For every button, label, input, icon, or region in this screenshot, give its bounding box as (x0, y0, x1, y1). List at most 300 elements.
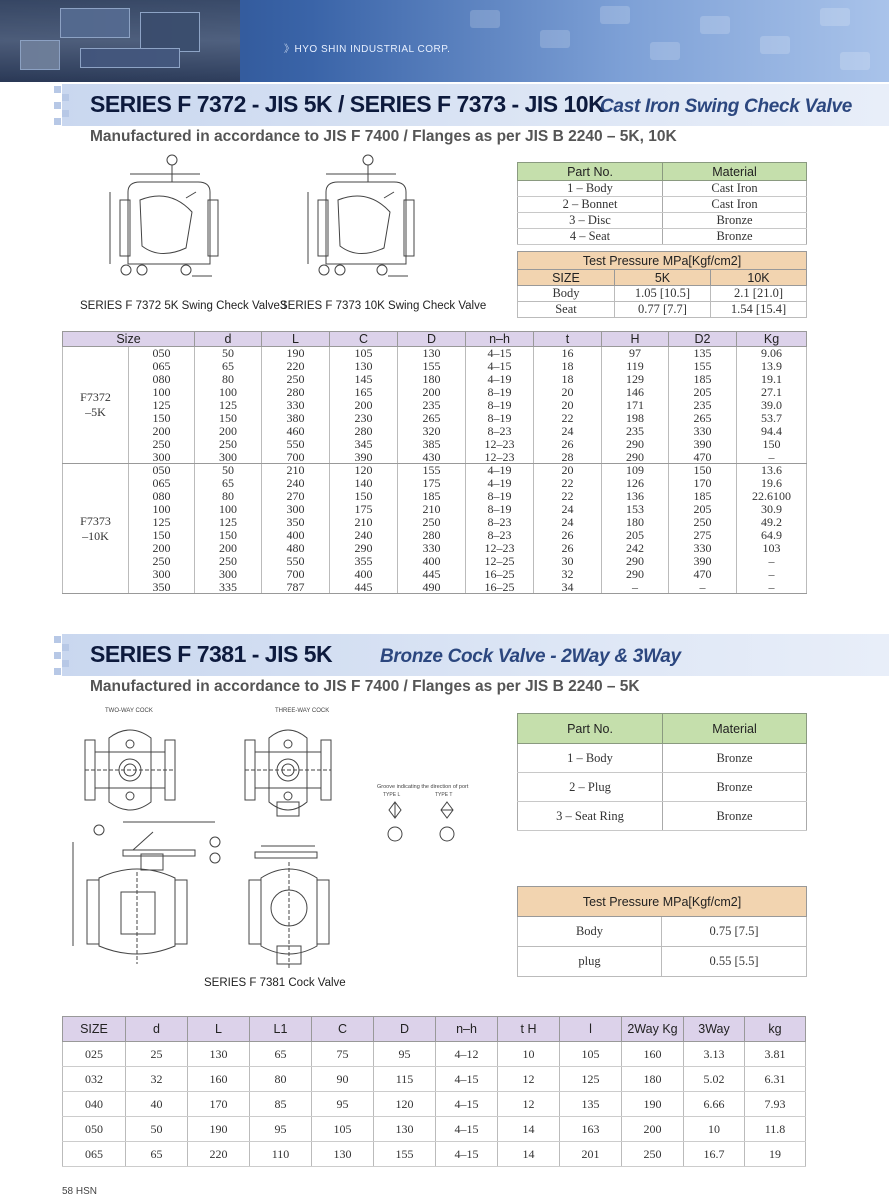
table-cell: 220 (188, 1142, 250, 1167)
table-row (63, 555, 807, 568)
table-cell: 040 (63, 1092, 126, 1117)
table-cell: 250 (195, 438, 262, 451)
table-cell: 8–23 (466, 529, 534, 542)
table-cell: 250 (262, 373, 330, 386)
dims-header: SIZE (63, 1017, 126, 1042)
table-cell: 13.6 (737, 464, 807, 477)
table-cell: 130 (188, 1042, 250, 1067)
table-cell: 27.1 (737, 386, 807, 399)
table-cell: 4–15 (436, 1117, 498, 1142)
table-cell: 26 (534, 542, 602, 555)
section2-dimensions-table (62, 1016, 806, 1167)
table-cell: 550 (262, 438, 330, 451)
part-name: 2 – Bonnet (518, 197, 663, 213)
table-row (518, 917, 807, 947)
table-cell: 130 (312, 1142, 374, 1167)
table-row (63, 360, 807, 373)
table-cell: 49.2 (737, 516, 807, 529)
part-name: 2 – Plug (518, 773, 663, 802)
table-cell: 300 (195, 451, 262, 464)
table-cell: 180 (602, 516, 669, 529)
table-cell: 320 (398, 425, 466, 438)
pressure-value: 0.77 [7.7] (615, 302, 711, 318)
table-cell: 125 (129, 399, 195, 412)
table-cell: 18 (534, 373, 602, 386)
table-cell: 175 (398, 477, 466, 490)
table-row (63, 373, 807, 386)
table-cell: 300 (129, 568, 195, 581)
table-cell: 025 (63, 1042, 126, 1067)
table-cell: 165 (330, 386, 398, 399)
table-row (518, 744, 807, 773)
three-way-cock-label: THREE-WAY COCK (275, 708, 330, 714)
table-row (63, 386, 807, 399)
table-cell: 6.31 (745, 1067, 806, 1092)
footer-brand: HSN (75, 1186, 98, 1197)
table-row (63, 412, 807, 425)
banner-machine-image (0, 0, 240, 82)
dims-header-t: t (534, 332, 602, 347)
page-number: 58 (62, 1186, 74, 1197)
dims-header: t H (498, 1017, 560, 1042)
table-cell: 150 (737, 438, 807, 451)
table-cell: 355 (330, 555, 398, 568)
table-cell: 50 (195, 347, 262, 360)
table-cell: 12–25 (466, 555, 534, 568)
dims-header-d2: D2 (669, 332, 737, 347)
table-cell: 400 (262, 529, 330, 542)
table-row (63, 542, 807, 555)
table-cell: 65 (126, 1142, 188, 1167)
table-cell: 100 (195, 503, 262, 516)
table-row (63, 451, 807, 464)
table-cell: 18 (534, 360, 602, 373)
table-cell: 12–23 (466, 542, 534, 555)
pressure-title: Test Pressure MPa[Kgf/cm2] (518, 887, 807, 917)
dims-header-size: Size (63, 332, 195, 347)
table-cell: 470 (669, 451, 737, 464)
table-cell: – (737, 451, 807, 464)
dims-header: 3Way (684, 1017, 745, 1042)
table-cell: 22 (534, 490, 602, 503)
table-cell: 135 (669, 347, 737, 360)
table-cell: 350 (129, 581, 195, 594)
table-cell: 20 (534, 464, 602, 477)
table-cell: 12 (498, 1092, 560, 1117)
table-cell: 400 (330, 568, 398, 581)
pressure-label: Seat (518, 302, 615, 318)
table-cell: 6.66 (684, 1092, 745, 1117)
section2-pressure-table (517, 886, 807, 977)
table-cell: 155 (398, 464, 466, 477)
table-cell: 75 (312, 1042, 374, 1067)
table-cell: 700 (262, 451, 330, 464)
table-cell: 480 (262, 542, 330, 555)
table-cell: 300 (195, 568, 262, 581)
table-cell: 200 (195, 425, 262, 438)
table-cell: 080 (129, 373, 195, 386)
table-row (518, 197, 807, 213)
table-cell: 171 (602, 399, 669, 412)
table-cell: 12–23 (466, 438, 534, 451)
dims-header: l (560, 1017, 622, 1042)
caption-5k-valve: SERIES F 7372 5K Swing Check Valve3 (80, 300, 287, 312)
table-cell: 130 (374, 1117, 436, 1142)
table-cell: 19.6 (737, 477, 807, 490)
table-cell: 8–19 (466, 412, 534, 425)
table-cell: 460 (262, 425, 330, 438)
table-cell: 80 (250, 1067, 312, 1092)
table-cell: 210 (398, 503, 466, 516)
table-cell: 155 (669, 360, 737, 373)
table-cell: 210 (330, 516, 398, 529)
table-cell: 8–19 (466, 386, 534, 399)
table-cell: 290 (330, 542, 398, 555)
table-cell: 129 (602, 373, 669, 386)
table-cell: 110 (250, 1142, 312, 1167)
table-cell: 12–23 (466, 451, 534, 464)
parts-header-part-no: Part No. (518, 163, 663, 181)
pressure-value: 0.75 [7.5] (662, 917, 807, 947)
section2-title-bar (62, 634, 889, 676)
table-cell: 7.93 (745, 1092, 806, 1117)
table-cell: 330 (669, 425, 737, 438)
table-cell: 80 (195, 490, 262, 503)
table-cell: 150 (129, 529, 195, 542)
table-cell: 250 (129, 438, 195, 451)
table-cell: 50 (126, 1117, 188, 1142)
table-cell: 350 (262, 516, 330, 529)
table-cell: 335 (195, 581, 262, 594)
table-row (518, 286, 807, 302)
pressure-header-size: SIZE (518, 270, 615, 286)
table-cell: 150 (330, 490, 398, 503)
table-cell: 163 (560, 1117, 622, 1142)
table-cell: 100 (129, 503, 195, 516)
table-cell: 280 (330, 425, 398, 438)
table-cell: 430 (398, 451, 466, 464)
table-cell: 050 (63, 1117, 126, 1142)
table-cell: 105 (560, 1042, 622, 1067)
table-cell: 265 (669, 412, 737, 425)
dims-header-kg: Kg (737, 332, 807, 347)
cock-valve-drawing (65, 702, 495, 976)
table-cell: 470 (669, 568, 737, 581)
table-cell: 490 (398, 581, 466, 594)
table-cell: 180 (622, 1067, 684, 1092)
table-row (63, 1067, 806, 1092)
table-cell: 4–19 (466, 373, 534, 386)
table-cell: 150 (195, 412, 262, 425)
table-cell: 26 (534, 438, 602, 451)
table-cell: 330 (262, 399, 330, 412)
table-row (63, 425, 807, 438)
caption-cock-valve: SERIES F 7381 Cock Valve (204, 977, 346, 989)
dims-header: L (188, 1017, 250, 1042)
table-cell: 145 (330, 373, 398, 386)
table-row (63, 1117, 806, 1142)
section1-dimensions-table (62, 331, 807, 594)
section2-subhead: Manufactured in accordance to JIS F 7400 / Flanges as per JIS B 2240 – 5K (90, 678, 640, 695)
table-cell: 20 (534, 399, 602, 412)
part-material: Cast Iron (663, 197, 807, 213)
parts-header-part-no: Part No. (518, 714, 663, 744)
table-cell: 95 (250, 1117, 312, 1142)
table-row (63, 503, 807, 516)
part-material: Bronze (663, 229, 807, 245)
table-row (63, 581, 807, 594)
table-cell: 22.6100 (737, 490, 807, 503)
section2-parts-table (517, 713, 807, 831)
table-cell: 97 (602, 347, 669, 360)
table-cell: 300 (129, 451, 195, 464)
table-cell: 270 (262, 490, 330, 503)
table-cell: 265 (398, 412, 466, 425)
table-cell: 130 (330, 360, 398, 373)
table-cell: 445 (330, 581, 398, 594)
table-cell: 120 (374, 1092, 436, 1117)
table-cell: 160 (622, 1042, 684, 1067)
table-cell: 290 (602, 438, 669, 451)
part-material: Cast Iron (663, 181, 807, 197)
table-cell: 220 (262, 360, 330, 373)
table-cell: 155 (398, 360, 466, 373)
table-row (63, 516, 807, 529)
section1-pressure-table (517, 251, 807, 318)
table-cell: 380 (262, 412, 330, 425)
table-cell: 290 (602, 555, 669, 568)
table-row (518, 302, 807, 318)
dims-header-d: d (195, 332, 262, 347)
table-cell: 4–15 (466, 347, 534, 360)
table-row (518, 947, 807, 977)
table-cell: 136 (602, 490, 669, 503)
table-cell: 787 (262, 581, 330, 594)
table-cell: 13.9 (737, 360, 807, 373)
table-cell: 135 (560, 1092, 622, 1117)
section1-title: SERIES F 7372 - JIS 5K / SERIES F 7373 - JIS 10K (90, 91, 605, 117)
table-cell: 95 (312, 1092, 374, 1117)
table-row (518, 773, 807, 802)
pressure-label: Body (518, 917, 662, 947)
dims-header-l: L (262, 332, 330, 347)
table-cell: 65 (250, 1042, 312, 1067)
table-cell: 5.02 (684, 1067, 745, 1092)
table-cell: 390 (669, 555, 737, 568)
table-cell: 330 (669, 542, 737, 555)
table-cell: 170 (669, 477, 737, 490)
table-cell: 8–19 (466, 490, 534, 503)
table-cell: 140 (330, 477, 398, 490)
table-cell: 120 (330, 464, 398, 477)
table-cell: 53.7 (737, 412, 807, 425)
header-banner (0, 0, 889, 82)
table-cell: 080 (129, 490, 195, 503)
table-cell: 201 (560, 1142, 622, 1167)
table-row (518, 802, 807, 831)
pressure-header-5k: 5K (615, 270, 711, 286)
table-cell: 34 (534, 581, 602, 594)
table-cell: 385 (398, 438, 466, 451)
groove-note: Groove indicating the direction of port (377, 784, 469, 790)
table-cell: 24 (534, 516, 602, 529)
table-cell: 14 (498, 1117, 560, 1142)
part-material: Bronze (663, 802, 807, 831)
table-cell: 65 (195, 360, 262, 373)
table-cell: 100 (195, 386, 262, 399)
table-cell: 210 (262, 464, 330, 477)
table-cell: 050 (129, 464, 195, 477)
table-cell: 032 (63, 1067, 126, 1092)
table-cell: 240 (262, 477, 330, 490)
table-cell: 16 (534, 347, 602, 360)
table-cell: 275 (669, 529, 737, 542)
table-cell: 330 (398, 542, 466, 555)
table-cell: 200 (398, 386, 466, 399)
table-cell: 250 (398, 516, 466, 529)
section1-subtitle: Cast Iron Swing Check Valve (600, 96, 852, 117)
table-cell: 445 (398, 568, 466, 581)
table-cell: 250 (622, 1142, 684, 1167)
table-cell: 205 (602, 529, 669, 542)
table-cell: 16.7 (684, 1142, 745, 1167)
table-cell: 22 (534, 412, 602, 425)
table-cell: 16–25 (466, 568, 534, 581)
table-cell: 24 (534, 425, 602, 438)
table-cell: 3.13 (684, 1042, 745, 1067)
part-name: 1 – Body (518, 744, 663, 773)
table-cell: 190 (262, 347, 330, 360)
table-cell: – (602, 581, 669, 594)
table-cell: 103 (737, 542, 807, 555)
table-cell: 290 (602, 451, 669, 464)
table-cell: 200 (622, 1117, 684, 1142)
table-cell: 280 (398, 529, 466, 542)
table-cell: 390 (669, 438, 737, 451)
pressure-value: 1.05 [10.5] (615, 286, 711, 302)
table-cell: 80 (195, 373, 262, 386)
table-row (63, 529, 807, 542)
dims-header: kg (745, 1017, 806, 1042)
dims-header: C (312, 1017, 374, 1042)
table-row (518, 181, 807, 197)
swing-check-valve-10k-drawing (300, 152, 420, 292)
pressure-title: Test Pressure MPa[Kgf/cm2] (518, 252, 807, 270)
table-cell: 242 (602, 542, 669, 555)
table-cell: 85 (250, 1092, 312, 1117)
table-cell: 4–19 (466, 477, 534, 490)
pressure-label: plug (518, 947, 662, 977)
table-cell: 19 (745, 1142, 806, 1167)
table-cell: 30 (534, 555, 602, 568)
table-cell: 170 (188, 1092, 250, 1117)
table-row (63, 438, 807, 451)
table-cell: 20 (534, 386, 602, 399)
table-cell: 345 (330, 438, 398, 451)
table-cell: 150 (129, 412, 195, 425)
table-cell: 4–15 (436, 1142, 498, 1167)
swing-check-valve-5k-drawing (100, 152, 220, 292)
table-cell: 8–23 (466, 516, 534, 529)
dims-header: d (126, 1017, 188, 1042)
section2-subtitle: Bronze Cock Valve - 2Way & 3Way (380, 646, 681, 667)
type-t-label: TYPE T (435, 792, 453, 798)
table-cell: 4–15 (436, 1067, 498, 1092)
table-cell: 150 (669, 464, 737, 477)
table-cell: 180 (398, 373, 466, 386)
table-cell: 3.81 (745, 1042, 806, 1067)
table-cell: 175 (330, 503, 398, 516)
table-cell: 250 (129, 555, 195, 568)
table-cell: 26 (534, 529, 602, 542)
table-row (63, 347, 807, 360)
table-cell: 185 (669, 373, 737, 386)
table-cell: – (737, 581, 807, 594)
dims-header-outer-d: D (398, 332, 466, 347)
part-material: Bronze (663, 773, 807, 802)
table-cell: 198 (602, 412, 669, 425)
series-group-label: F7373 –10K (63, 464, 129, 594)
pressure-header-10k: 10K (711, 270, 807, 286)
table-cell: 700 (262, 568, 330, 581)
table-cell: 150 (195, 529, 262, 542)
dims-header-h: H (602, 332, 669, 347)
table-cell: 8–23 (466, 425, 534, 438)
pressure-value: 0.55 [5.5] (662, 947, 807, 977)
table-cell: 19.1 (737, 373, 807, 386)
part-name: 4 – Seat (518, 229, 663, 245)
table-cell: 4–19 (466, 464, 534, 477)
table-cell: 146 (602, 386, 669, 399)
table-cell: 240 (330, 529, 398, 542)
table-cell: – (669, 581, 737, 594)
section2-title: SERIES F 7381 - JIS 5K (90, 641, 333, 667)
table-cell: 065 (129, 360, 195, 373)
table-cell: 125 (129, 516, 195, 529)
table-cell: 10 (498, 1042, 560, 1067)
table-cell: 160 (188, 1067, 250, 1092)
table-cell: 4–15 (466, 360, 534, 373)
table-cell: 50 (195, 464, 262, 477)
section1-title-bar (62, 84, 889, 126)
table-cell: 40 (126, 1092, 188, 1117)
table-cell: 200 (330, 399, 398, 412)
table-cell: 065 (63, 1142, 126, 1167)
table-cell: 95 (374, 1042, 436, 1067)
table-cell: 235 (669, 399, 737, 412)
parts-header-material: Material (663, 163, 807, 181)
table-row (518, 229, 807, 245)
table-cell: 200 (129, 425, 195, 438)
caption-10k-valve: SERIES F 7373 10K Swing Check Valve (280, 300, 487, 312)
table-cell: 290 (602, 568, 669, 581)
section1-parts-table (517, 162, 807, 245)
table-cell: 125 (560, 1067, 622, 1092)
table-row (63, 568, 807, 581)
table-cell: 109 (602, 464, 669, 477)
table-cell: 32 (534, 568, 602, 581)
dims-header: 2Way Kg (622, 1017, 684, 1042)
type-l-label: TYPE L (383, 792, 401, 798)
table-cell: 190 (188, 1117, 250, 1142)
table-cell: 205 (669, 503, 737, 516)
table-cell: 94.4 (737, 425, 807, 438)
dims-header: L1 (250, 1017, 312, 1042)
table-cell: 550 (262, 555, 330, 568)
table-cell: 22 (534, 477, 602, 490)
dims-header-c: C (330, 332, 398, 347)
table-cell: 8–19 (466, 503, 534, 516)
